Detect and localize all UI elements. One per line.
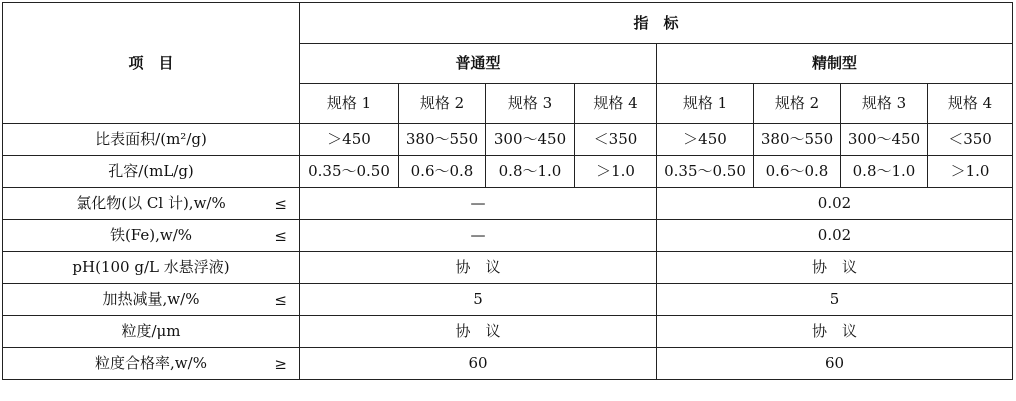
table-cell: ＜350 [575, 124, 657, 156]
row-label-text: 铁(Fe),w/% [109, 226, 193, 245]
table-cell: 0.8～1.0 [841, 156, 928, 188]
row-label [3, 252, 300, 284]
table-cell: — [300, 188, 657, 220]
table-cell: 380～550 [399, 124, 486, 156]
header-row-indicator [3, 3, 1013, 44]
row-label-text: 加热减量,w/% [102, 290, 200, 309]
group-normal-header [300, 44, 657, 84]
table-cell: 60 [300, 348, 657, 380]
table-row-ph [3, 252, 1013, 284]
table-cell: 协 议 [300, 316, 657, 348]
spec-header: 规格 3 [841, 84, 928, 124]
table-cell: 0.35～0.50 [300, 156, 399, 188]
row-label [3, 316, 300, 348]
table-cell: 5 [657, 284, 1013, 316]
indicator-header [300, 3, 1013, 44]
spec-header: 规格 2 [399, 84, 486, 124]
table-cell: 0.02 [657, 188, 1013, 220]
row-label [3, 284, 300, 316]
group-refined-header [657, 44, 1013, 84]
table-cell: 60 [657, 348, 1013, 380]
row-label [3, 124, 300, 156]
table-cell: 0.02 [657, 220, 1013, 252]
table-cell: 协 议 [657, 316, 1013, 348]
spec-table [2, 2, 1013, 380]
row-label [3, 220, 300, 252]
spec-header: 规格 2 [754, 84, 841, 124]
group-normal-label: 普通型 [455, 54, 501, 73]
table-cell: — [300, 220, 657, 252]
table-cell: 380～550 [754, 124, 841, 156]
relation-symbol: ≤ [274, 226, 287, 245]
table-cell: 300～450 [841, 124, 928, 156]
table-cell: 0.8～1.0 [486, 156, 575, 188]
relation-symbol: ≤ [274, 290, 287, 309]
table-cell: ＞1.0 [928, 156, 1013, 188]
indicator-header-label: 指 标 [633, 13, 679, 32]
table-cell: 协 议 [657, 252, 1013, 284]
row-label-text: 粒度/μm [121, 322, 181, 341]
group-refined-label: 精制型 [812, 54, 858, 73]
spec-header: 规格 4 [928, 84, 1013, 124]
row-label [3, 156, 300, 188]
table-cell: 0.35～0.50 [657, 156, 754, 188]
table-cell: 0.6～0.8 [399, 156, 486, 188]
table-cell: 5 [300, 284, 657, 316]
table-row-surface-area [3, 124, 1013, 156]
row-label-text: pH(100 g/L 水悬浮液) [72, 258, 230, 277]
row-label [3, 348, 300, 380]
row-label [3, 188, 300, 220]
table-row-particle-pass-rate [3, 348, 1013, 380]
row-label-text: 孔容/(mL/g) [108, 162, 194, 181]
item-header [3, 3, 300, 124]
row-label-text: 比表面积/(m²/g) [95, 130, 207, 149]
row-label-text: 粒度合格率,w/% [95, 354, 207, 373]
table-row-particle-size [3, 316, 1013, 348]
table-cell: ＞450 [657, 124, 754, 156]
relation-symbol: ≤ [274, 194, 287, 213]
spec-header: 规格 1 [657, 84, 754, 124]
table-row-chloride [3, 188, 1013, 220]
table-cell: ＜350 [928, 124, 1013, 156]
table-row-heating-loss [3, 284, 1013, 316]
table-cell: 300～450 [486, 124, 575, 156]
table-cell: 协 议 [300, 252, 657, 284]
table-cell: ＞450 [300, 124, 399, 156]
table-row-iron [3, 220, 1013, 252]
table-cell: ＞1.0 [575, 156, 657, 188]
spec-header: 规格 4 [575, 84, 657, 124]
row-label-text: 氯化物(以 Cl 计),w/% [76, 194, 226, 213]
table-row-pore-volume [3, 156, 1013, 188]
relation-symbol: ≥ [274, 354, 287, 373]
table-cell: 0.6～0.8 [754, 156, 841, 188]
spec-header: 规格 3 [486, 84, 575, 124]
spec-header: 规格 1 [300, 84, 399, 124]
item-header-label: 项 目 [128, 53, 174, 72]
